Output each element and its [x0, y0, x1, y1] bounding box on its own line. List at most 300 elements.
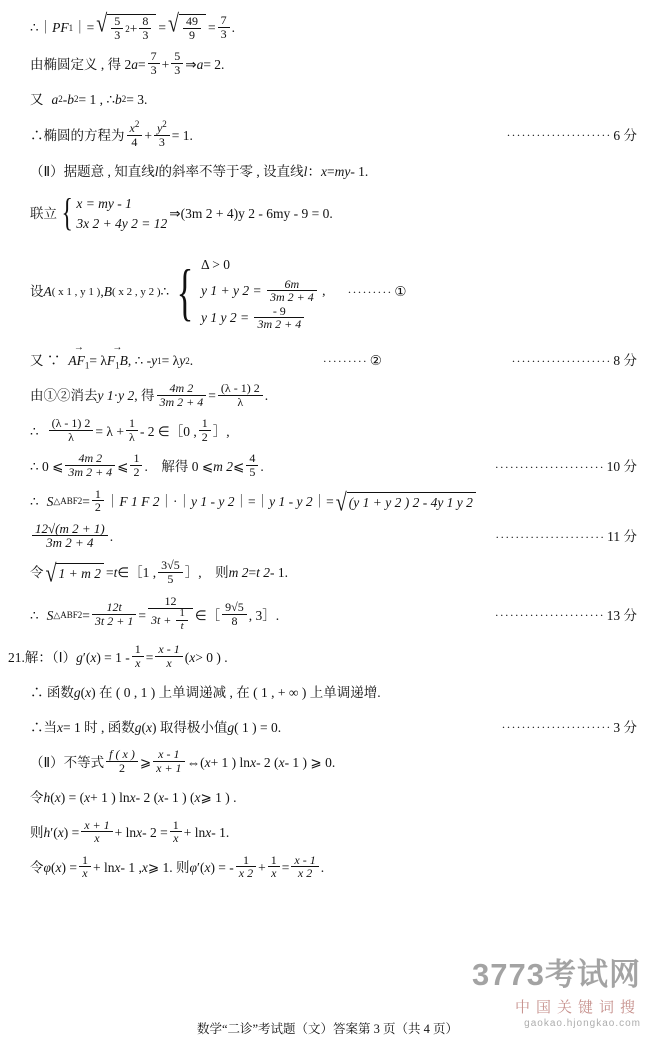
question-number: 21.: [8, 649, 25, 665]
equation-line-14: [30, 595, 637, 635]
d: x: [135, 655, 141, 670]
l20-x2: x: [136, 825, 143, 840]
f4-num: 7: [218, 14, 230, 28]
l12-S: S: [46, 493, 54, 509]
l2-a2: a: [196, 56, 204, 72]
l20-e: + ln: [183, 825, 206, 840]
equation-line-1: [30, 10, 637, 42]
equation-line-10: [30, 418, 637, 444]
l6-result: ⇒(3m 2 + 4)y 2 - 6my - 9 = 0.: [169, 206, 333, 222]
l6-row2: 3x 2 + 4y 2 = 12: [76, 215, 168, 231]
leader-dots: ······················: [494, 608, 605, 623]
l16-a: ∴ 函数: [30, 684, 74, 700]
d: λ: [68, 429, 74, 444]
frac-12-over: [148, 595, 193, 633]
vector-f1b: [107, 352, 128, 371]
q21-a: 解：（Ⅰ）: [24, 649, 77, 665]
n: 12√(m 2 + 1): [32, 522, 108, 537]
l11-b: . 解得 0 ⩽: [144, 458, 214, 474]
d: x: [94, 831, 100, 846]
equation-line-18: [30, 749, 637, 775]
leader-dots: ·····················: [506, 128, 612, 143]
d: 3m 2 + 4: [68, 465, 113, 480]
l17-d: ) 取得极小值: [152, 719, 228, 735]
n: 7: [148, 50, 160, 64]
l18-c: + 1 ) ln: [210, 754, 251, 770]
l5-l2: l: [303, 163, 308, 179]
n: x - 1: [291, 854, 318, 868]
l21-h: +: [258, 860, 266, 876]
l12-Ssub2: 2: [77, 496, 83, 507]
d: x: [166, 655, 172, 670]
l3-e: b: [67, 91, 74, 107]
frac-y2-3: [154, 120, 170, 148]
d: 8: [231, 613, 238, 628]
eq-2: =: [207, 20, 216, 36]
frac-1-x-d: [268, 854, 280, 880]
d: λ: [129, 429, 135, 444]
l18-a: （Ⅱ）不等式: [30, 754, 105, 770]
l13-a: 令: [30, 565, 44, 581]
l6-label: 联立: [30, 206, 57, 222]
l21-phi: φ: [43, 860, 51, 876]
d: 4: [131, 134, 138, 149]
line1-end: .: [231, 20, 235, 36]
l19-x5: x: [194, 789, 201, 805]
l12-g: ｜=: [312, 493, 334, 509]
d: 2: [201, 429, 208, 444]
n: f ( x ): [106, 748, 138, 762]
l10-there: ∴: [30, 423, 39, 439]
n: 1: [176, 608, 188, 621]
l5-e: - 1.: [350, 163, 369, 179]
l19-g: ⩾ 1 ) .: [200, 789, 237, 805]
l7-row1: Δ > 0: [200, 257, 231, 273]
score-mark: 11 分: [607, 529, 637, 545]
l9-y1: y 1: [97, 388, 114, 404]
l9-a: 由①②消去: [30, 388, 98, 404]
q21-x2: x: [189, 649, 196, 665]
l21-x2: x: [114, 860, 121, 876]
frac-5-3: [171, 50, 183, 76]
l11-c: ⩽: [233, 458, 245, 474]
f4-den: 3: [220, 26, 227, 41]
l12-F1F2: F 1 F 2: [119, 493, 160, 509]
l12-f: y 1 - y 2: [269, 493, 313, 509]
l5-m: m: [334, 163, 345, 179]
l7-therefore: ∴: [160, 284, 170, 300]
l20-x: x: [57, 825, 64, 840]
l5-d: =: [326, 163, 335, 179]
l5-l: l: [154, 163, 159, 179]
l11-m: m 2: [213, 458, 234, 474]
frac-lambda: [218, 382, 263, 408]
l21-a: 令: [30, 860, 44, 876]
q21-prime: ′(: [82, 649, 91, 665]
watermark-line-1: 3773考试网: [472, 957, 641, 992]
d: 3m 2 + 4: [257, 317, 302, 332]
l14-eq: =: [82, 607, 90, 623]
q21-b: ) = 1 -: [96, 649, 130, 665]
n: 3√5: [158, 559, 183, 573]
l7-row2: [201, 278, 325, 305]
l3-d: -: [62, 91, 68, 107]
l7-A1: ( x 1 , y 1 ): [51, 285, 101, 298]
l21-x: x: [55, 860, 62, 876]
l17-c: (: [141, 719, 146, 735]
l7-comma: ,: [100, 284, 104, 300]
l19-b: (: [50, 789, 55, 805]
frac-4m2: [157, 382, 207, 408]
l3-j: = 3.: [126, 91, 148, 107]
l8-a: 又 ∵: [30, 353, 61, 369]
frac-12sqrt: [32, 522, 108, 550]
l2-a-var: a: [131, 56, 138, 72]
score-mark: 6 分: [613, 127, 637, 143]
y2: 2: [162, 119, 167, 130]
l12-row1: [30, 486, 637, 517]
frac-x-1-x: [155, 643, 182, 669]
watermark-line-3: gaokao.hjongkao.com: [524, 1018, 641, 1029]
l11-end: .: [260, 458, 264, 474]
equation-line-19: [30, 785, 637, 811]
f3-den: 9: [188, 27, 195, 42]
brace-icon: {: [61, 192, 73, 235]
d: x: [271, 866, 277, 881]
l7-B: B: [103, 284, 112, 300]
line1-prefix: ∴｜: [30, 20, 53, 36]
l4-eq: = 1.: [171, 127, 193, 143]
d: 5: [167, 571, 174, 586]
l12-end: .: [109, 529, 114, 545]
watermark-line-2: 中国关键词搜: [514, 999, 641, 1016]
n: x - 1: [153, 748, 184, 762]
l12-d: y 1 - y 2: [191, 493, 235, 509]
leader-dots: ·········: [347, 285, 393, 300]
d: 5: [249, 465, 256, 480]
n: 1: [170, 819, 182, 833]
frac-x-1-x-1: [153, 748, 184, 774]
l21-g: ) = -: [210, 860, 234, 876]
d: t: [180, 619, 184, 632]
l2-end: = 2.: [203, 56, 225, 72]
l3-c: 2: [58, 93, 63, 104]
n: 1: [236, 854, 256, 868]
l5-b: 的斜率不等于零 , 设直线: [158, 163, 304, 179]
d: 3m 2 + 4: [46, 535, 94, 551]
d: x 2: [238, 866, 254, 881]
frac-1-2c: [92, 488, 104, 514]
n: 4m 2: [65, 452, 115, 466]
equation-line-16: [30, 679, 637, 705]
l13-t: t: [113, 565, 118, 581]
l9-eq: =: [208, 388, 216, 404]
l19-h: h: [43, 789, 51, 805]
l13-e: - 1.: [269, 565, 288, 581]
n: 1: [132, 643, 144, 657]
frac-x1-x: [81, 819, 112, 845]
frac-neg9: [254, 305, 304, 331]
l19-x: x: [54, 789, 61, 805]
equation-line-13: [30, 560, 637, 586]
inner-frac: [176, 608, 188, 632]
l20-f: - 1.: [211, 825, 230, 840]
equation-line-5: [30, 159, 637, 185]
l2-text: 由椭圆定义 , 得 2: [30, 56, 132, 72]
d: 3: [158, 134, 165, 149]
d-a: 3t +: [150, 612, 172, 627]
equation-line-4: [30, 121, 637, 149]
n: 4: [246, 452, 258, 466]
l8-d: .: [189, 353, 194, 369]
question-21-line: [8, 642, 637, 670]
l3-b: a: [51, 91, 59, 107]
l5-a: （Ⅱ）据题意 , 知直线: [30, 163, 155, 179]
l5-y: y: [344, 163, 351, 179]
frac-lambda-2: [49, 417, 94, 443]
l14-eq2: =: [138, 607, 146, 623]
d: 3t 2 + 1: [94, 613, 134, 628]
l19-d: + 1 ) ln: [90, 789, 130, 805]
l14-end: , 3］.: [248, 607, 280, 623]
l21-d: + ln: [92, 860, 115, 876]
l7-B1: ( x 2 , y 2 ): [111, 285, 161, 298]
l17-g2: g: [227, 719, 235, 735]
l18-d: - 2 (: [256, 754, 279, 770]
q21-x: x: [90, 649, 97, 665]
l16-c: ) 在 ( 0 , 1 ) 上单调递减 , 在 ( 1 , + ∞ ) 上单调递增.: [91, 684, 381, 700]
l13-eq: =: [105, 565, 114, 581]
f1-pow: 2: [125, 23, 130, 34]
l17-b: = 1 时 , 函数: [63, 719, 135, 735]
q21-g: g: [76, 649, 83, 665]
l7-row3: [201, 305, 325, 332]
n: 9√5: [222, 601, 247, 615]
l2-plus: +: [161, 56, 170, 72]
frac-4m2-b: [65, 452, 115, 478]
l19-x4: x: [158, 789, 165, 805]
l5-x: x: [320, 163, 327, 179]
l20-h: h: [43, 825, 51, 840]
l3-a: 又: [30, 91, 44, 107]
lhs: y 1 y 2 =: [200, 309, 250, 325]
l21-e: - 1 ,: [120, 860, 142, 876]
l8-b: , ∴ -: [127, 353, 152, 369]
equation-line-7-system: [30, 246, 637, 338]
score-mark: 3 分: [613, 719, 637, 735]
lhs: y 1 + y 2 =: [200, 282, 262, 298]
l5-c: ：: [307, 163, 321, 179]
d: x: [82, 866, 88, 881]
n: 12: [148, 595, 193, 609]
sqrt-1: √ $\frac{5}{3}$ 2 + $\frac{8}{3}$: [96, 14, 156, 42]
sub: 1: [84, 360, 90, 371]
q21-c: (: [184, 649, 190, 665]
l2-eq: =: [138, 56, 146, 72]
sqrt-4: √ 1 + m 2: [46, 563, 104, 583]
l12-Ssub: △ABF: [53, 496, 78, 507]
l9-b: , 得: [134, 388, 155, 404]
l17-x2: x: [146, 719, 152, 735]
l20-x3: x: [205, 825, 212, 840]
circle-num-2: ②: [369, 353, 382, 369]
equation-line-11: [30, 453, 637, 479]
l10-eq: = λ +: [95, 423, 124, 439]
l20-prime: ′(: [50, 825, 58, 840]
l13-c: ］, 则: [184, 565, 229, 581]
equation-line-21: [30, 852, 637, 881]
radicand: (y 1 + y 2 ) 2 - 4y 1 y 2: [348, 494, 473, 510]
y2s: 2: [185, 355, 190, 366]
equation-line-17: [30, 714, 637, 740]
equation-line-12: [30, 486, 637, 551]
y1: y: [151, 353, 158, 369]
n: x + 1: [81, 819, 112, 833]
l18-b: ⇔(: [186, 754, 205, 770]
l14-Ssub: △ABF: [53, 609, 78, 620]
n: 1: [126, 417, 138, 431]
d: 3m 2 + 4: [269, 290, 314, 305]
frac-7-3: [218, 14, 230, 40]
l9-dot: ·: [113, 388, 119, 404]
l9-end: .: [264, 388, 269, 404]
b: B: [119, 352, 128, 368]
l21-j: .: [320, 860, 325, 876]
n: 1: [79, 854, 91, 868]
n: 1: [268, 854, 280, 868]
brace-icon: {: [176, 255, 194, 327]
n: 4m 2: [157, 382, 207, 396]
score-mark: 8 分: [613, 353, 637, 369]
q21-d: > 0 ) .: [195, 649, 228, 665]
l21-i: =: [281, 860, 290, 876]
l19-c: ) = (: [60, 789, 85, 805]
frac-1-lambda: [126, 417, 138, 443]
l13-b: ∈［1 ,: [117, 565, 157, 581]
frac-6m: [267, 278, 317, 304]
l3-g: = 1 , ∴: [78, 91, 115, 107]
l14-Ssub2: 2: [77, 609, 83, 620]
d: x 2: [297, 866, 313, 881]
f2-den: 3: [142, 27, 149, 42]
l16-g: g: [73, 684, 81, 700]
l4-a: ∴椭圆的方程为: [30, 127, 125, 143]
n: 1: [130, 452, 142, 466]
equation-line-6-system: [30, 194, 637, 235]
d: 3: [150, 62, 157, 77]
equation-line-9: [30, 383, 637, 409]
frac-12t: [92, 601, 136, 627]
l20-d: - 2 =: [142, 825, 168, 840]
l12-b: ｜: [105, 493, 120, 509]
l14-S: S: [46, 607, 54, 623]
l18-x: x: [204, 754, 211, 770]
n: x - 1: [155, 643, 182, 657]
d: 2: [133, 465, 140, 480]
l20-c: + ln: [114, 825, 137, 840]
l14-in: ∈［: [194, 607, 221, 623]
score-mark: 13 分: [606, 607, 637, 623]
l12-c: ｜·｜: [159, 493, 192, 509]
leader-dots-a: ·········: [322, 354, 368, 369]
l19-f: - 1 ) (: [164, 789, 195, 805]
q21-eq: =: [145, 649, 154, 665]
l4-plus: +: [144, 127, 152, 143]
n: (λ - 1) 2: [49, 417, 94, 431]
f1-den: 3: [114, 27, 121, 42]
frac-1-x-b: [170, 819, 182, 845]
l12-a: ∴: [30, 493, 39, 509]
l18-x3: x: [278, 754, 285, 770]
vector-af1: [68, 352, 89, 371]
n: 5: [171, 50, 183, 64]
score-mark: 10 分: [606, 458, 637, 474]
l10-end: ］,: [212, 423, 230, 439]
frac-9sqrt5-8: [222, 601, 247, 627]
f2-num: 8: [139, 15, 151, 29]
l19-x3: x: [129, 789, 136, 805]
frac-1-x: [132, 643, 144, 669]
d: x: [173, 831, 179, 846]
d: 2: [118, 761, 125, 776]
l11-mid: ⩽: [117, 458, 129, 474]
line1-pf: PF: [52, 20, 69, 36]
eq-1: =: [158, 20, 166, 36]
leader-dots-b: ····················: [511, 354, 612, 369]
document-body: [8, 10, 637, 890]
n: 6m: [267, 278, 317, 292]
l17-e: ( 1 ) = 0.: [234, 719, 282, 735]
y2: y: [179, 353, 186, 369]
frac-1-2b: [130, 452, 142, 478]
l21-b: (: [50, 860, 56, 876]
frac-7-3b: [148, 50, 160, 76]
frac-x2-4: [127, 120, 143, 148]
l21-f: ⩾ 1. 则: [147, 860, 190, 876]
l20-a: 则: [30, 825, 44, 840]
l21-x4: x: [204, 860, 211, 876]
l19-e: - 2 (: [135, 789, 159, 805]
l19-x2: x: [84, 789, 91, 805]
frac-x-1-x2: [291, 854, 318, 880]
n: (λ - 1) 2: [218, 382, 263, 396]
equation-line-8: [30, 348, 637, 374]
f3-num: 49: [183, 15, 201, 29]
l16-x: x: [85, 684, 92, 700]
plus-1: +: [129, 21, 138, 37]
watermark: [472, 949, 641, 1029]
l19-a: 令: [30, 789, 44, 805]
l18-ge: ⩾: [139, 754, 152, 770]
sqrt-3: √ (y 1 + y 2 ) 2 - 4y 1 y 2: [336, 492, 476, 512]
l18-e: - 1 ) ⩾ 0.: [284, 754, 336, 770]
equation-line-20: [30, 817, 637, 846]
l17-g: g: [134, 719, 142, 735]
f1-num: 5: [111, 15, 123, 29]
n: - 9: [254, 305, 304, 319]
equation-line-3: [30, 86, 637, 112]
d: 3m 2 + 4: [159, 394, 204, 409]
n: 1: [199, 417, 211, 431]
sub: 1: [115, 360, 120, 371]
l7-A: A: [43, 284, 52, 300]
l13-t2: t 2: [256, 565, 270, 581]
l8-c: = λ: [161, 353, 180, 369]
d: λ: [237, 394, 244, 409]
l7-a: 设: [30, 284, 44, 300]
x: x: [129, 121, 135, 136]
y1s: 1: [157, 355, 162, 366]
